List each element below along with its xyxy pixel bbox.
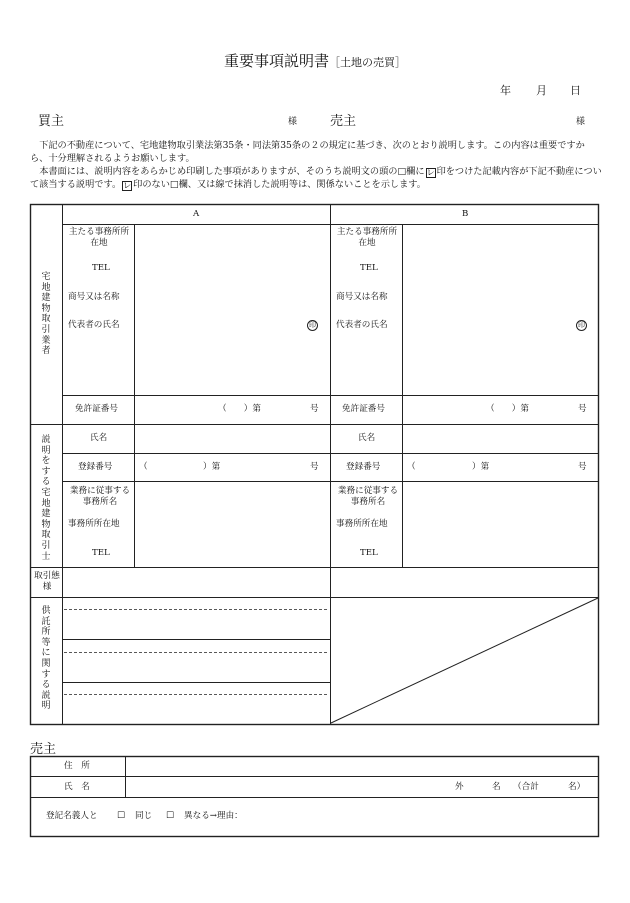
column-a-header: A	[193, 209, 200, 219]
registered-owner-label: 登記名義人と	[46, 811, 98, 821]
a-registration-open: （	[139, 462, 148, 472]
intro-paragraph-1: 下記の不動産について、宅地建物取引業法第35条・同法第35条の２の規定に基づき、次のとおり説明します。この内容は重要ですから、十分理解されるようお願いします。	[30, 140, 585, 164]
a-registration-go: 号	[310, 462, 319, 472]
seller-total-label: （合計	[513, 782, 539, 792]
a-registration-close: ）第	[203, 462, 221, 472]
b-registration-close: ）第	[472, 462, 490, 472]
b-license-value: （ ）第	[486, 404, 529, 414]
a-tel-label: TEL	[92, 263, 110, 273]
buyer-label: 買主	[38, 114, 65, 129]
b-office-name-label: 業務に従事する事務所名	[337, 486, 399, 507]
seller-name-label: 氏 名	[64, 782, 90, 792]
a-representative-label: 代表者の氏名	[68, 320, 120, 330]
a-license-label: 免許証番号	[75, 404, 118, 414]
b-trade-name-label: 商号又は名称	[336, 292, 388, 302]
intro-p2b: 印をつけた記載内容が下記不動産について該当する説明です。	[30, 166, 602, 190]
a-seal-icon: 印	[309, 321, 316, 329]
b-license-go: 号	[578, 404, 587, 414]
b-tel-label: TEL	[360, 263, 378, 273]
column-b-header: B	[462, 209, 469, 219]
different-label: 異なる→理由：	[184, 811, 243, 821]
deposit-label: 供託所等に関する説明	[41, 606, 51, 712]
b-representative-label: 代表者の氏名	[336, 320, 388, 330]
buyer-sama: 様	[288, 117, 298, 127]
seller-address-label: 住 所	[64, 761, 90, 771]
a-name-label: 氏名	[90, 433, 108, 443]
seller-others-unit: 名	[492, 782, 501, 792]
a-main-office-label: 主たる事務所所在地	[68, 227, 130, 248]
different-checkbox[interactable]: □	[166, 810, 175, 820]
seller-others-label: 外	[455, 782, 464, 792]
a-registration-label: 登録番号	[78, 462, 113, 472]
seller-table-border	[31, 757, 599, 837]
section-agent-label: 説明をする宅地建物取引士	[41, 435, 51, 562]
b-seal-icon: 印	[578, 321, 585, 329]
b-registration-go: 号	[578, 462, 587, 472]
same-checkbox[interactable]: □	[117, 810, 126, 820]
seller-label: 売主	[330, 114, 357, 129]
a-agent-tel-label: TEL	[92, 548, 110, 558]
check-box-icon: レ	[426, 168, 435, 177]
b-registration-label: 登録番号	[346, 462, 381, 472]
transaction-label: 取引態様	[34, 571, 60, 592]
a-trade-name-label: 商号又は名称	[68, 292, 120, 302]
b-agent-tel-label: TEL	[360, 548, 378, 558]
a-office-name-label: 業務に従事する事務所名	[69, 486, 131, 507]
b-registration-open: （	[407, 462, 416, 472]
b-name-label: 氏名	[358, 433, 376, 443]
same-label: 同じ	[135, 811, 153, 821]
a-office-address-label: 事務所所在地	[68, 519, 120, 529]
check-box-icon: レ	[123, 181, 132, 190]
b-main-office-label: 主たる事務所所在地	[336, 227, 398, 248]
date-day: 日	[570, 84, 581, 97]
section-dealer-label: 宅地建物取引業者	[41, 272, 51, 357]
title-main: 重要事項説明書	[223, 52, 329, 70]
a-license-value: （ ）第	[218, 404, 261, 414]
seller-section-heading: 売主	[30, 742, 57, 757]
a-license-go: 号	[310, 404, 319, 414]
title-subtitle: ［土地の売買］	[329, 56, 406, 69]
b-license-label: 免許証番号	[342, 404, 385, 414]
date-year: 年	[500, 84, 511, 97]
date-month: 月	[536, 84, 547, 97]
b-office-address-label: 事務所所在地	[336, 519, 388, 529]
intro-p2c: 印のない□欄、又は線で抹消した説明等は、関係ないことを示します。	[133, 179, 426, 190]
seller-sama: 様	[576, 117, 586, 127]
seller-total-unit: 名）	[568, 782, 586, 792]
intro-p2a: 本書面には、説明内容をあらかじめ印刷した事項がありますが、そのうち説明文の頭の□欄に	[39, 166, 425, 177]
